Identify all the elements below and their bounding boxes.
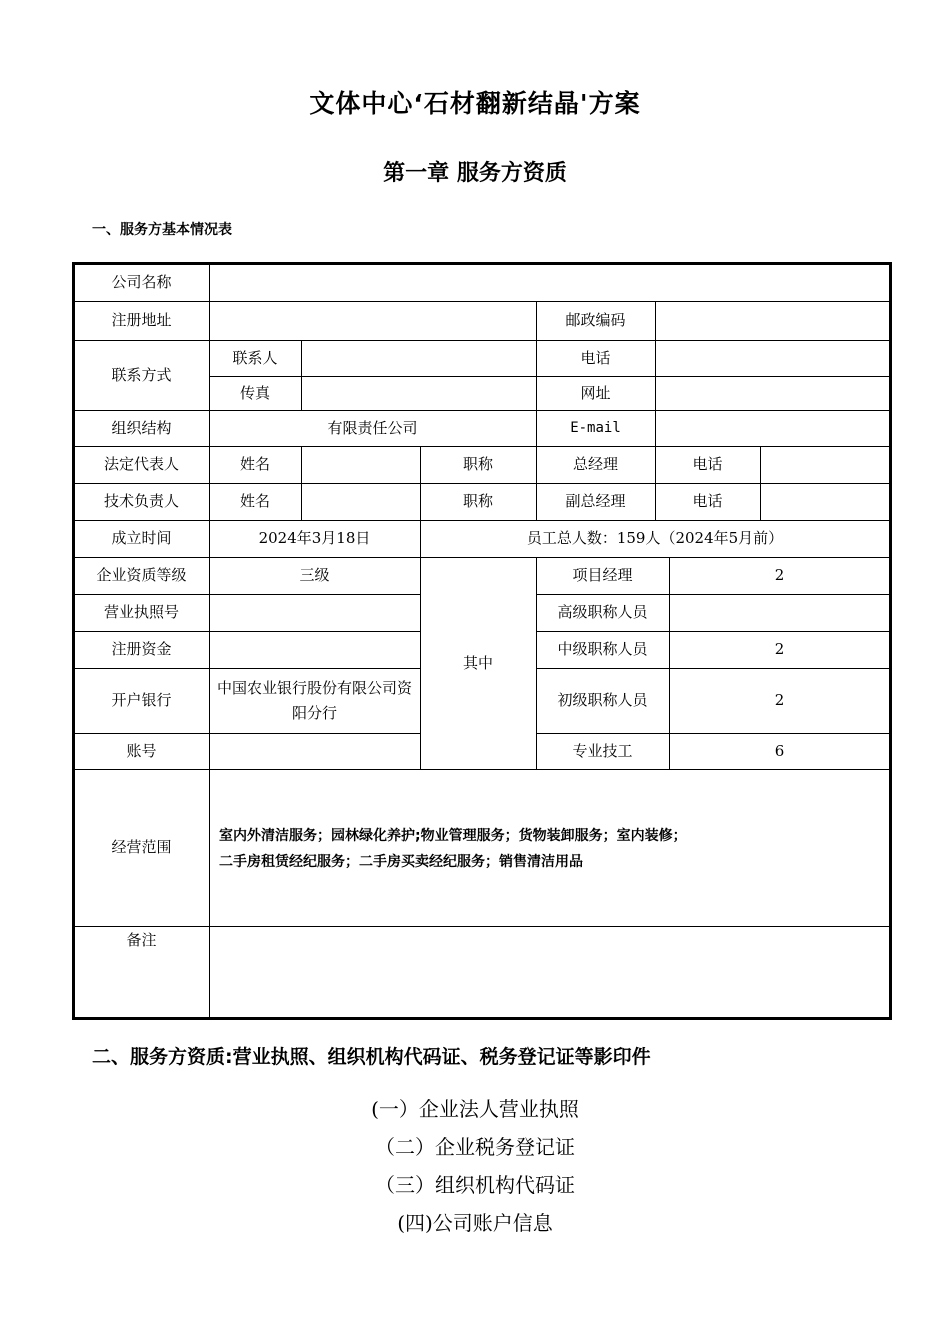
- legal-rep-label: 法定代表人: [103, 455, 179, 473]
- document-title: 文体中心‘石材翻新结晶'方案: [309, 89, 641, 118]
- qual-level-value: 三级: [299, 566, 330, 584]
- contact-person-label: 联系人: [232, 348, 278, 367]
- scope-text: [219, 823, 687, 875]
- capital-label: 注册资金: [111, 640, 172, 658]
- legal-rep-name-label: 姓名: [239, 455, 270, 473]
- org-label: 组织结构: [111, 418, 172, 437]
- subsection-tax-registration: （二）企业税务登记证: [375, 1135, 575, 1159]
- org-value: 有限责任公司: [327, 418, 418, 437]
- pm-label: 项目经理: [572, 566, 633, 584]
- pm-value: 2: [774, 566, 785, 584]
- tech-worker-value: 6: [774, 741, 785, 760]
- chapter-heading: 第一章 服务方资质: [383, 161, 567, 186]
- legal-rep-position-label: 职称: [462, 455, 493, 473]
- legal-rep-position: 总经理: [572, 455, 618, 473]
- among-label: 其中: [462, 653, 493, 672]
- tech-head-label: 技术负责人: [103, 492, 179, 510]
- fax-label: 传真: [239, 383, 270, 402]
- contact-label: 联系方式: [111, 365, 172, 384]
- remarks-label: 备注: [126, 931, 157, 949]
- tech-worker-label: 专业技工: [572, 741, 633, 760]
- established-label: 成立时间: [111, 529, 172, 547]
- scope-label: 经营范围: [111, 838, 172, 856]
- staff-total: 员工总人数：159人（2024年5月前）: [526, 529, 784, 547]
- tech-head-tel-label: 电话: [692, 492, 723, 510]
- subsection-account-info: (四)公司账户信息: [397, 1211, 553, 1235]
- subsection-business-license: (一）企业法人营业执照: [371, 1097, 579, 1121]
- established-value: 2024年3月18日: [258, 529, 371, 547]
- bank-value: 中国农业银行股份有限公司资阳分行: [216, 678, 412, 722]
- legal-rep-tel-label: 电话: [692, 455, 723, 473]
- bank-label: 开户银行: [111, 691, 172, 709]
- website-label: 网址: [580, 383, 611, 402]
- mid-value: 2: [774, 640, 785, 658]
- scope-line-1: 室内外清洁服务；园林绿化养护;物业管理服务；货物装卸服务；室内装修；: [219, 828, 687, 844]
- company-name-label: 公司名称: [111, 273, 172, 291]
- junior-label: 初级职称人员: [557, 691, 648, 709]
- phone-label: 电话: [580, 348, 611, 367]
- section-heading-basic-info: 一、服务方基本情况表: [92, 222, 232, 238]
- account-label: 账号: [126, 741, 157, 760]
- section-heading-qualifications: 二、服务方资质:营业执照、组织机构代码证、税务登记证等影印件: [92, 1046, 651, 1068]
- email-label: E-mail: [570, 419, 621, 436]
- license-label: 营业执照号: [103, 603, 179, 621]
- reg-address-label: 注册地址: [111, 311, 172, 329]
- mid-label: 中级职称人员: [557, 640, 648, 658]
- scope-line-2: 二手房租赁经纪服务；二手房买卖经纪服务；销售清洁用品: [219, 854, 583, 870]
- tech-head-name-label: 姓名: [239, 492, 270, 510]
- postcode-label: 邮政编码: [565, 311, 626, 329]
- subsection-org-code: （三）组织机构代码证: [375, 1173, 575, 1197]
- tech-head-position: 副总经理: [565, 492, 626, 510]
- senior-label: 高级职称人员: [557, 603, 648, 621]
- qual-level-label: 企业资质等级: [96, 566, 187, 584]
- tech-head-position-label: 职称: [462, 492, 493, 510]
- junior-value: 2: [774, 691, 785, 709]
